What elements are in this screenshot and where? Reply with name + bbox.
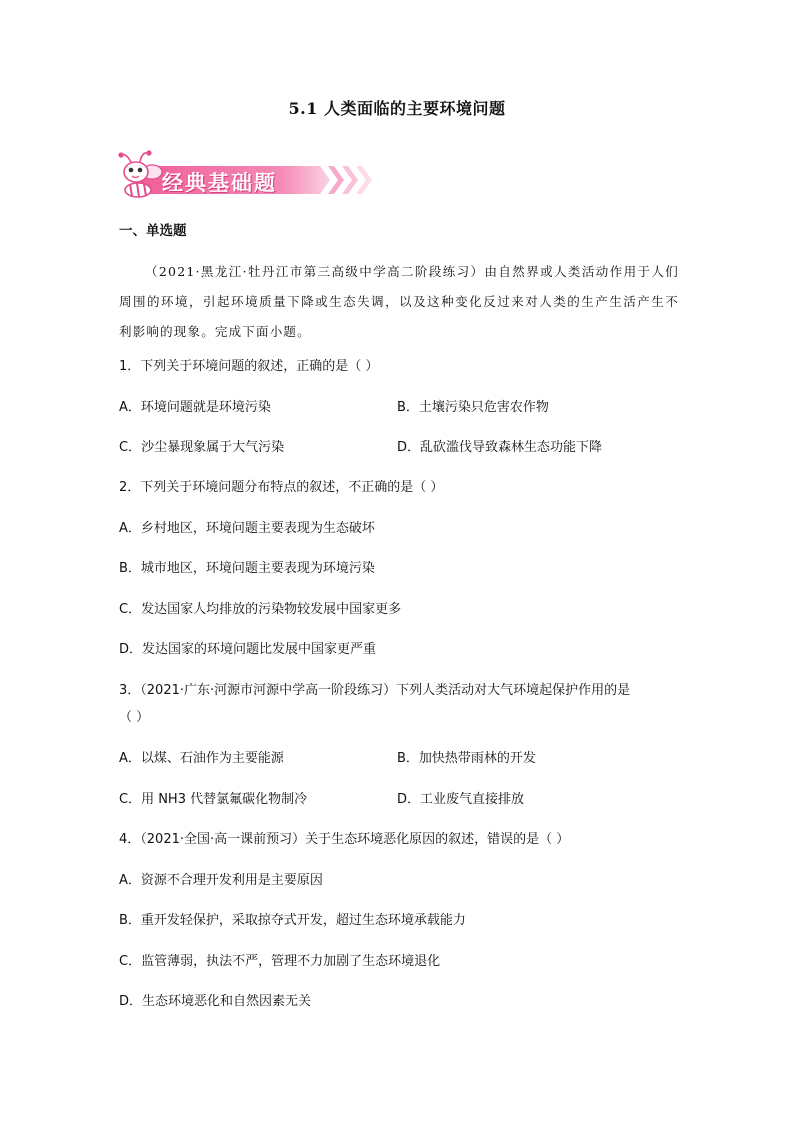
question-2-option-a: A．乡村地区，环境问题主要表现为生态破坏 <box>119 521 375 536</box>
question-3-stem-continued: （ ） <box>119 710 150 725</box>
banner-label: 经典基础题 <box>162 171 277 195</box>
question-3-option-c: C．用 NH3 代替氯氟碳化物制冷 <box>119 792 308 807</box>
question-1-option-b: B．土壤污染只危害农作物 <box>397 400 549 415</box>
question-3-stem: 3．（2021·广东·河源市河源中学高一阶段练习）下列人类活动对大气环境起保护作用的是 <box>119 683 631 698</box>
question-1-stem: 1．下列关于环境问题的叙述，正确的是（ ） <box>119 359 379 374</box>
question-1-option-c: C．沙尘暴现象属于大气污染 <box>119 440 285 455</box>
question-4-option-d: D．生态环境恶化和自然因素无关 <box>119 994 312 1009</box>
bee-mascot-icon <box>118 150 164 198</box>
question-4-option-a: A．资源不合理开发利用是主要原因 <box>119 873 323 888</box>
question-2-option-c: C．发达国家人均排放的污染物较发展中国家更多 <box>119 602 402 617</box>
question-4-option-b: B．重开发轻保护，采取掠夺式开发，超过生态环境承载能力 <box>119 913 466 928</box>
reading-passage: （2021·黑龙江·牡丹江市第三高级中学高二阶段练习）由自然界或人类活动作用于人们周围的环境，引起环境质量下降或生态失调，以及这种变化反过来对人类的生产生活产生不利影响的现象。完成下面小题。 <box>119 264 679 339</box>
question-1-option-a: A．环境问题就是环境污染 <box>119 400 271 415</box>
question-2-option-b: B．城市地区，环境问题主要表现为环境污染 <box>119 561 375 576</box>
question-2-stem: 2．下列关于环境问题分布特点的叙述，不正确的是（ ） <box>119 480 444 495</box>
question-1-option-d: D．乱砍滥伐导致森林生态功能下降 <box>397 440 603 455</box>
question-3-option-a: A．以煤、石油作为主要能源 <box>119 751 284 766</box>
question-3-option-d: D．工业废气直接排放 <box>397 792 525 807</box>
question-4-stem: 4．（2021·全国·高一课前预习）关于生态环境恶化原因的叙述，错误的是（ ） <box>119 832 570 847</box>
question-3-option-b: B．加快热带雨林的开发 <box>397 751 536 766</box>
question-4-option-c: C．监管薄弱，执法不严，管理不力加剧了生态环境退化 <box>119 954 441 969</box>
section-banner <box>118 150 378 200</box>
section-heading: 一、单选题 <box>119 223 187 239</box>
page-title: 5.1 人类面临的主要环境问题 <box>288 99 506 118</box>
question-2-option-d: D．发达国家的环境问题比发展中国家更严重 <box>119 642 377 657</box>
